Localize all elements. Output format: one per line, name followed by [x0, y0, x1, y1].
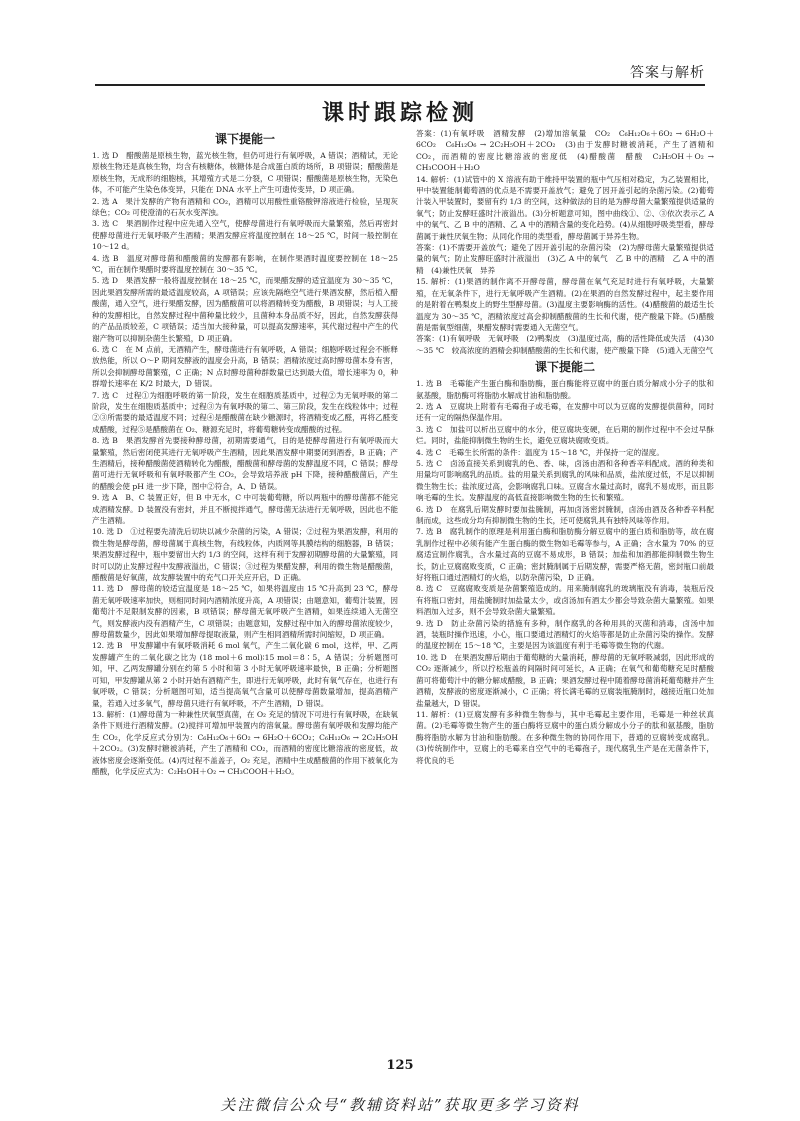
answer-item: 10. 选 D ①过程要先清洗后切块以减少杂菌的污染，A 错误；②过程为果酒发酵，利用的微生物是酵母菌，酵母菌属于真核生物，有线粒体，内质网等具膜结构的细胞器，B 错误；果酒发酵过程中，瓶中要留出大约 1/3 的空间，这样有利于发酵初期酵母菌的大量繁殖，同时可以防止发酵过程中发酵液溢出，C 错误；③过程为果醋发酵，利用的微生物是醋酸菌，醋酸菌是好氧菌，故发酵装置中的充气口开关应开启，D 正确。	[92, 527, 398, 583]
answer-item: 11. 选 D 酵母菌的较适宜温度是 18～25 ℃，如果将温度由 15 ℃升高到 23 ℃，酵母菌无氧呼吸速率加快，则相同时间内酒精浓度升高，A 项错误；由题意知，葡萄汁装置，因葡萄汁不足限制发酵的因素，B 项错误；酵母菌无氧呼吸产生酒精，如果连续通入无菌空气，则发酵液内没有酒精产生，C 项错误；由题意知，发酵过程中加入的酵母菌浓度较少，酵母菌数量少，因此如果增加酵母提取液量，则产生相同酒精所需时间缩短，D 项正确。	[92, 584, 398, 640]
section-title-1: 课下提能一	[214, 132, 275, 146]
answer-item: 6. 选 C 在 M 点前，无酒精产生，酵母菌进行有氧呼吸，A 错误；细胞呼吸过程会不断释放热能，所以 O～P 期间发酵液的温度会升高，B 错误；酒精浓度过高时酵母菌本身有害，所以会抑制酵母菌繁殖，C 正确；N 点时酵母菌种群数量已达到最大值，增长速率为 0，种群增长速率在 K/2 时最大，D 错误。	[92, 344, 398, 389]
answer-item: 2. 选 A 果汁发酵的产物有酒精和 CO₂，酒精可以用酸性重铬酸钾溶液进行检验，呈现灰绿色；CO₂ 可使澄清的石灰水变浑浊。	[92, 196, 398, 218]
answer-item: 10. 选 D 在果酒发酵后期由于葡萄糖的大量消耗，酵母菌的无氧呼吸减弱，因此形成的 CO₂ 逐渐减少，所以拧松瓶盖的间隔时间可延长，A 正确；在氧气和葡萄糖充足时醋酸菌可将葡萄汁中的糖分解成醋酸，B 正确；果酒发酵过程中随着酵母菌消耗葡萄糖并产生酒精，发酵液的密度逐渐减小，C 正确；将长满毛霉的豆腐装瓶腌制时，越接近瓶口处加盐量越大，D 错误。	[416, 652, 714, 708]
page-header	[0, 0, 800, 88]
footer-note: 关注微信公众号“教辅资料站”获取更多学习资料	[220, 1096, 580, 1114]
answer-item: 7. 选 C 过程①为细胞呼吸的第一阶段，发生在细胞质基质中，过程②为无氧呼吸的第二阶段，发生在细胞质基质中；过程③为有氧呼吸的第二、第三阶段，发生在线粒体中；过程②③所需要的最适温度不同；过程④是醋酸菌在缺少糖源时，将酒精变成乙醛，再将乙醛变成醋酸，过程⑤是醋酸菌在 O₂、糖源充足时，将葡萄糖转变成醋酸的过程。	[92, 390, 398, 434]
answer-item: 5. 选 C 卤汤直接关系到腐乳的色、香、味，卤汤由酒和各种香辛料配成。酒的种类和用量均可影响腐乳的品质。盐的用量关系到腐乳的风味和品质，盐浓度过低，不足以抑制微生物生长；盐浓度过高，会影响腐乳口味。豆腐含水量过高时，腐乳不易成形，而且影响毛霉的生长。发酵温度的高低直接影响微生物的生长和繁殖。	[416, 458, 714, 503]
right-column	[416, 128, 714, 1028]
answer-item: 答案：(1)有氧呼吸 酒精发酵 (2)增加溶氧量 CO₂ C₆H₁₂O₆＋6O₂ → 6H₂O＋6CO₂ C₆H₁₂O₆ → 2C₂H₅OH＋2CO₂ (3)由于发酵时糖被消耗，产生了酒精和 CO₂，而酒精的密度比糖溶液的密度低 (4)醋酸菌 醋酸 C₂H₅OH＋O₂ → CH₃COOH＋H₂O	[416, 129, 714, 173]
answer-item: 6. 选 D 在腐乳后期发酵时要加盐腌制，再加卤汤密封腌制，卤汤由酒及各种香辛料配制而成，这些成分均有抑制微生物的生长，还可使腐乳具有独特风味等作用。	[416, 504, 714, 525]
answer-item: 12. 选 B 甲发酵罐中有氧呼吸消耗 6 mol 氧气，产生二氧化碳 6 mol，这样，甲、乙两发酵罐产生的二氧化碳之比为 (18 mol＋6 mol)∶15 mol＝8∶5，A 错误；分析题图可知，甲、乙两发酵罐分别在约第 5 小时和第 3 小时无氧呼吸速率最快，B 正确；分析题图可知，甲发酵罐从第 2 小时开始有酒精产生，即进行无氧呼吸，此时有氧气存在，也进行有氧呼吸，C 错误；分析题图可知，适当提高氧气含量可以使酵母菌数量增加，提高酒精产量，若通入过多氧气，酵母菌只进行有氧呼吸，不产生酒精，D 错误。	[92, 641, 398, 708]
answer-item: 2. 选 A 豆腐块上附着有毛霉孢子或毛霉，在发酵中可以为豆腐的发酵提供菌种，同时还有一定的隔热保温作用。	[416, 401, 714, 423]
page-title: 课时跟踪检测	[321, 101, 478, 126]
answer-item: 8. 选 C 豆腐腐败变质是杂菌繁殖造成的。用来腌制腐乳的玻璃瓶没有消毒，装瓶后没有将瓶口密封，用盐腌制时加盐量太少，或卤汤加有酒太少都会导致杂菌大量繁殖。如果料酒加入过多，则不会导致杂菌大量繁殖。	[416, 584, 714, 617]
answer-item: 答案：(1)有氧呼吸 无氧呼吸 (2)鸭梨皮 (3)温度过高，酶的活性降低或失活 (4)30～35 ℃ 较高浓度的酒精会抑制醋酸菌的生长和代谢，使产酸量下降 (5)通入无菌空气	[416, 334, 714, 355]
answer-item: 14. 解析：(1)试管中的 X 溶液有助于维持甲装置的瓶中气压相对稳定，为乙装置相比，甲中装置能制葡萄酒的优点是不需要开盖放气；避免了因开盖引起的杂菌污染。(2)葡萄汁装入甲装置时，要留有约 1/3 的空间，这种做法的目的是为酵母菌大量繁殖提供适量的氧气；防止发酵旺盛时汁液溢出。(3)分析题意可知，图中曲线①、②、③依次表示乙 A 中的氧气、乙 B 中的酒精、乙 A 中的酒精含量的变化趋势。(4)从细胞呼吸类型看，酵母菌属于兼性厌氧生物；从同化作用的类型看，酵母菌属于异养生物。	[416, 174, 714, 241]
answer-item: 答案：(1)不需要开盖放气；避免了因开盖引起的杂菌污染 (2)为酵母菌大量繁殖提供适量的氧气；防止发酵旺盛时汁液溢出 (3)乙 A 中的氧气 乙 B 中的酒精 乙 A 中的酒精 (4)兼性厌氧 异养	[416, 243, 714, 275]
answer-item: 5. 选 D 果酒发酵一般将温度控制在 18～25 ℃，而果醋发酵的适宜温度为 30～35 ℃，因此果酒发酵所需的最适温度较高，A 项错误；应该先隔绝空气进行果酒发酵，然后植入醋酸菌，通入空气，进行果醋发酵，因为醋酸菌可以将酒精转变为醋酸，B 项错误；与人工接种的发酵相比，自然发酵过程中菌种量比较少，且菌种本身品质不好，因此，自然发酵获得的产品品质较差，C 项错误；适当加大接种量，可以提高发酵速率，其代谢过程中产生的代谢产物可以抑制杂菌生长繁殖，D 项正确。	[92, 276, 398, 343]
answer-item: 4. 选 C 毛霉生长所需的条件：温度为 15～18 ℃，并保持一定的湿度。	[416, 447, 664, 457]
page-number: 125	[386, 1058, 414, 1073]
answer-item: 1. 选 D 醋酸菌是原核生物，蓝光核生物，但仍可进行有氧呼吸，A 错误；酒精试，无论原核生物还是真核生物，均含有核糖体，核糖体是合成蛋白质的场所，B 项错误；醋酸菌是原核生物，无成形的细胞核，其增殖方式是二分裂，C 项错误；醋酸菌是原核生物，无染色体，不可能产生染色体变异，只能在 DNA 水平上产生可遗传变异，D 项正确。	[92, 151, 398, 195]
answer-item: 3. 选 C 果酒制作过程中应先通入空气，使酵母菌进行有氧呼吸而大量繁殖，然后再密封使酵母菌进行无氧呼吸产生酒精；果酒发酵应将温度控制在 18～25 ℃，时间一般控制在 10～12 d。	[92, 219, 398, 252]
header-section-label: 答案与解析	[630, 65, 705, 81]
header-rule	[95, 84, 705, 86]
answer-item: 13. 解析：(1)酵母菌为一种兼性厌氧型真菌，在 O₂ 充足的情况下可进行有氧呼吸，在缺氧条件下则进行酒精发酵。(2)搅拌可增加甲装置内的溶氧量。酵母菌有氧呼吸和发酵均能产生 CO₂，化学反应式分别为：C₆H₁₂O₆＋6O₂ → 6H₂O＋6CO₂；C₆H₁₂O₆ → 2C₂H₅OH＋2CO₂。(3)发酵时糖被消耗，产生了酒精和 CO₂，而酒精的密度比糖溶液的密度低，故液体密度会逐渐变低。(4)丙过程不盖盖子，O₂ 充足，酒精中生成醋酸菌的作用下被氧化为醋酸，化学反应式为：C₂H₅OH＋O₂ → CH₃COOH＋H₂O。	[92, 709, 398, 776]
answer-item: 15. 解析：(1)果酒的制作离不开酵母菌，酵母菌在氧气充足时进行有氧呼吸，大量繁殖，在无氧条件下，进行无氧呼吸产生酒精。(2)在果酒的自然发酵过程中，起主要作用的是附着在鸭梨皮上的野生型酵母菌。(3)温度主要影响酶的活性。(4)醋酸菌的最适生长温度为 30～35 ℃，酒精浓度过高会抑制醋酸菌的生长和代谢，使产酸量下降。(5)醋酸菌是需氧型细菌，果醋发酵时需要通入无菌空气。	[416, 277, 714, 332]
answer-item: 3. 选 C 加盐可以析出豆腐中的水分，使豆腐块变硬，在后期的制作过程中不会过早酥烂。同时，盐能抑制微生物的生长，避免豆腐块腐败变质。	[416, 424, 714, 446]
answer-item: 7. 选 B 腐乳制作的原理是利用蛋白酶和脂肪酶分解豆腐中的蛋白质和脂肪等，故在腐乳制作过程中必须有能产生蛋白酶的微生物如毛霉等参与，A 正确；含水量为 70% 的豆腐适宜制作腐乳，含水量过高的豆腐不易成形，B 错误；加盐和加酒都能抑制微生物生长，防止豆腐腐败变质，C 正确；密封腌制属于后期发酵，需要严格无菌，密封瓶口前最好将瓶口通过酒精灯的火焰，以防杂菌污染，D 正确。	[416, 527, 714, 583]
left-column	[92, 128, 398, 1028]
answer-item: 9. 选 D 防止杂菌污染的措施有多种，制作腐乳的各种用具的灭菌和消毒，卤汤中加酒，装瓶时操作迅速，小心，瓶口要通过酒精灯的火焰等都是防止杂菌污染的操作。发酵的温度控制在 15～18 ℃，主要是因为该温度有利于毛霉等微生物的代谢。	[416, 618, 714, 651]
answer-item: 1. 选 B 毛霉能产生蛋白酶和脂肪酶，蛋白酶能将豆腐中的蛋白质分解成小分子的肽和氨基酸，脂肪酶可将脂肪水解成甘油和脂肪酸。	[416, 379, 714, 400]
answer-item: 4. 选 B 温度对酵母菌和醋酸菌的发酵都有影响，在制作果酒时温度要控制在 18～25 ℃，而在制作果醋时要将温度控制在 30～35 ℃。	[92, 253, 398, 275]
answer-item: 8. 选 B 果酒发酵首先要接种酵母菌，初期需要通气，目的是使酵母菌进行有氧呼吸而大量繁殖，然后密闭使其进行无氧呼吸产生酒精，因此果酒发酵中期要闭到酒香，B 正确；产生酒精后，接种醋酸菌使酒精转化为醋酸，醋酸菌和酵母菌的发酵温度不同，C 错误；酵母菌可进行无氧呼吸和有氧呼吸都产生 CO₂，会导致培养液 pH 下降，接种醋酸菌后，产生的醋酸会使 pH 进一步下降，图中②符合，A、D 错误。	[92, 436, 398, 491]
answer-item: 9. 选 A B、C 装置正好，但 B 中无水，C 中可装葡萄糖，所以两瓶中的酵母菌都不能完成酒精发酵。D 装置没有密封，并且不断搅拌通气，酵母菌无法进行无氧呼吸，因此也不能产生酒精。	[92, 493, 398, 525]
answer-item: 11. 解析：(1)豆腐发酵有多种微生物参与，其中毛霉起主要作用，毛霉是一种丝状真菌。(2)毛霉等微生物产生的蛋白酶将豆腐中的蛋白质分解成小分子的肽和氨基酸，脂肪酶将脂肪水解为甘油和脂肪酸。在多种微生物的协同作用下，普通的豆腐转变成腐乳。(3)传统制作中，豆腐上的毛霉来自空气中的毛霉孢子，现代腐乳生产是在无菌条件下，将优良的毛	[416, 709, 714, 765]
section-title-2: 课下提能二	[534, 360, 595, 375]
